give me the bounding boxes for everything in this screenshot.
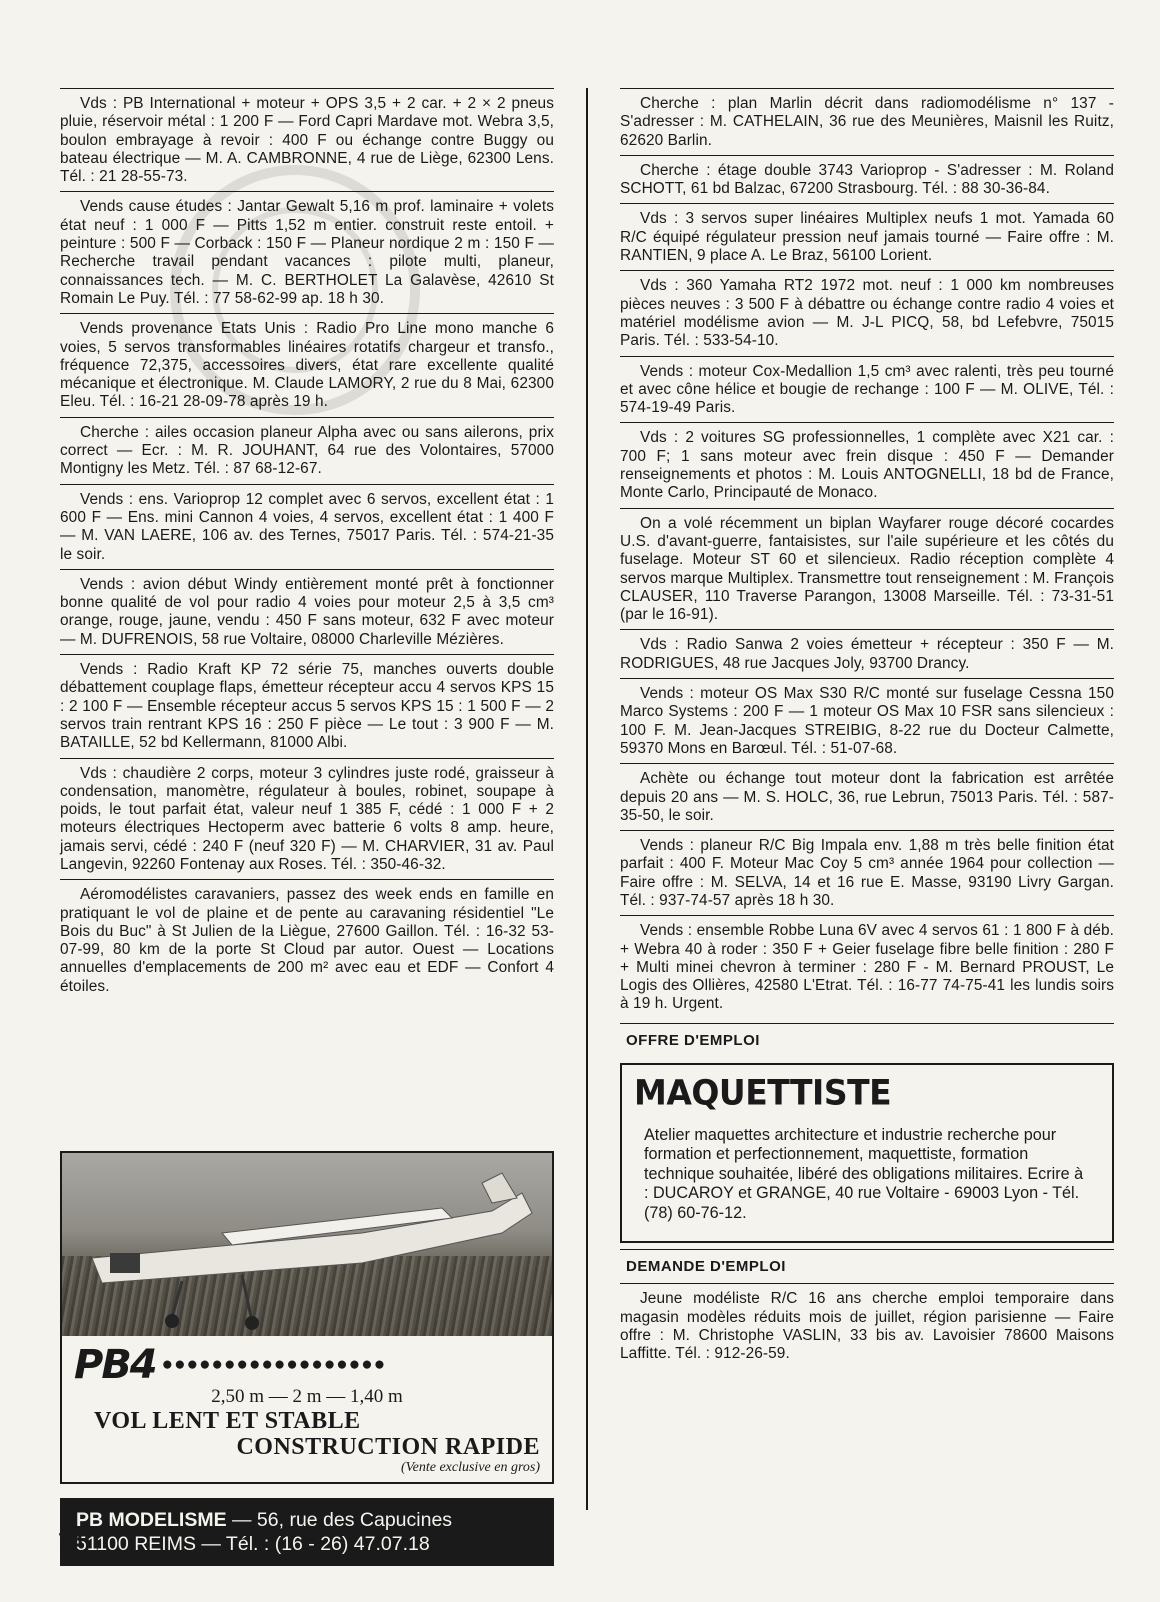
classified-ad: Vends provenance Etats Unis : Radio Pro Line mono manche 6 voies, 5 servos transformables linéaires rotatifs chargeur et transfo., fréquence 72,375, accessoires divers, état rare excellente qualité mécanique et électronique. M. Claude LAMORY, 2 rue du 8 Mai, 62300 Eleu. Tél. : 16-21 28-09-78 après 19 h.	[60, 313, 554, 416]
right-column	[620, 88, 1114, 1368]
classified-ad: Vends : moteur Cox-Medallion 1,5 cm³ avec ralenti, très peu tourné et avec cône hélice et bougie de rechange : 100 F — M. OLIVE, Tél. : 574-19-49 Paris.	[620, 356, 1114, 423]
pb4-slogan-2: CONSTRUCTION RAPIDE	[236, 1434, 540, 1460]
classified-ad: Vends : moteur OS Max S30 R/C monté sur fuselage Cessna 150 Marco Systems : 200 F — 1 moteur OS Max 10 FSR sans silencieux : 100 F. M. Jean-Jacques STREIBIG, 8-22 rue du Docteur Calmette, 59370 Mons en Barœul. Tél. : 51-07-68.	[620, 678, 1114, 763]
classified-ad: Achète ou échange tout moteur dont la fabrication est arrêtée depuis 20 ans — M. S. HOLC, 36, rue Lebrun, 75013 Paris. Tél. : 587-35-50, le soir.	[620, 763, 1114, 830]
classified-ad: Cherche : ailes occasion planeur Alpha avec ou sans ailerons, prix correct — Ecr. : M. R. JOUHANT, 64 rue des Volontaires, 57000 Montigny les Metz. Tél. : 87 68-12-67.	[60, 417, 554, 484]
pb4-dimensions: 2,50 m — 2 m — 1,40 m	[211, 1386, 403, 1407]
classified-ad: Vends : ens. Varioprop 12 complet avec 6 servos, excellent état : 1 600 F — Ens. mini Cannon 4 voies, 4 servos, excellent état : 1 400 F — M. VAN LAERE, 106 av. des Ternes, 75017 Paris. Tél. : 574-21-35 le soir.	[60, 484, 554, 569]
classified-ad: Vends : Radio Kraft KP 72 série 75, manches ouverts double débattement couplage flaps, émetteur récepteur accu 4 servos KPS 15 : 2 100 F — Ensemble récepteur accus 5 servos KPS 15 : 1 500 F — 2 servos train rentrant KPS 16 : 250 F pièce — Le tout : 3 900 F — M. BATAILLE, 52 bd Kellermann, 81000 Albi.	[60, 654, 554, 757]
airplane-illustration	[62, 1153, 552, 1336]
pb4-logo: PB4	[74, 1342, 156, 1388]
shop-line-2: 51100 REIMS — Tél. : (16 - 26) 47.07.18	[76, 1533, 430, 1555]
offre-title: MAQUETTISTE	[634, 1071, 892, 1113]
left-column	[60, 88, 554, 1001]
offre-heading: OFFRE D'EMPLOI	[620, 1023, 1114, 1057]
pb4-vente: (Vente exclusive en gros)	[400, 1460, 540, 1475]
offre-box	[620, 1063, 1114, 1244]
pb4-slogan-1: VOL LENT ET STABLE	[94, 1408, 361, 1434]
column-divider	[586, 88, 588, 1510]
classified-ad: On a volé récemment un biplan Wayfarer rouge décoré cocardes U.S. d'avant-guerre, fantaisistes, sur l'aile supérieure et les côtés du fuselage. Moteur ST 60 et silencieux. Radio réception complète 4 servos marque Multiplex. Transmettre tout renseignement : M. François CLAUSER, 110 Traverse Parangon, 13008 Marseille. Tél. : 73-31-51 (par le 16-91).	[620, 508, 1114, 630]
offre-body: Atelier maquettes architecture et industrie recherche pour formation et perfectionnement, maquettiste, formation technique souhaitée, libéré des obligations militaires. Ecrire à : DUCAROY et GRANGE, 40 rue Voltaire - 69003 Lyon - Tél. (78) 60-76-12.	[644, 1125, 1084, 1222]
demande-heading: DEMANDE D'EMPLOI	[620, 1249, 1114, 1283]
classified-ad: Vds : 2 voitures SG professionnelles, 1 complète avec X21 car. : 700 F; 1 sans moteur avec frein disque : 450 F — Demander renseignements et photos : M. Louis ANTOGNELLI, 18 bd de France, Monte Carlo, Principauté de Monaco.	[620, 422, 1114, 507]
classified-ad: Vends cause études : Jantar Gewalt 5,16 m prof. laminaire + volets état neuf : 1 000 F — Pitts 1,52 m entier. construit reste entoil. + peinture : 500 F — Corback : 150 F — Planeur nordique 2 m : 150 F — Recherche travail pendant vacances : pilote multi, planeur, connaissances tech. — M. C. BERTHOLET La Galavèse, 42610 St Romain Le Puy. Tél. : 77 58-62-99 ap. 18 h 30.	[60, 191, 554, 313]
airplane-photo	[60, 1151, 554, 1336]
classified-ad: Vds : 360 Yamaha RT2 1972 mot. neuf : 1 000 km nombreuses pièces neuves : 3 500 F à débattre ou échange contre radio 4 voies et matériel modélisme avion — M. J-L PICQ, 58, bd Lefebvre, 75015 Paris. Tél. : 533-54-10.	[620, 270, 1114, 355]
classified-ad: Vds : Radio Sanwa 2 voies émetteur + récepteur : 350 F — M. RODRIGUES, 48 rue Jacques Joly, 93700 Drancy.	[620, 629, 1114, 678]
pb-modelisme-bar	[60, 1498, 554, 1566]
classified-ad: Vends : avion début Windy entièrement monté prêt à fonctionner bonne qualité de vol pour radio 4 voies pour moteur 2,5 à 3,5 cm³ orange, rouge, jaune, vendu : 450 F sans moteur, 632 F avec moteur — M. DUFRENOIS, 58 rue Voltaire, 08000 Charleville Mézières.	[60, 569, 554, 654]
classified-ad: Vds : PB International + moteur + OPS 3,5 + 2 car. + 2 × 2 pneus pluie, réservoir métal : 1 200 F — Ford Capri Mardave mot. Webra 3,5, boulon embrayage à revoir : 400 F ou échange contre Buggy ou bateau électrique — M. A. CAMBRONNE, 4 rue de Liège, 62300 Lens. Tél. : 21 28-55-73.	[60, 88, 554, 191]
classified-ad: Vends : planeur R/C Big Impala env. 1,88 m très belle finition état parfait : 400 F. Moteur Mac Coy 5 cm³ année 1964 pour collection — Faire offre : M. SELVA, 14 et 16 rue E. Masse, 93190 Livry Gargan. Tél. : 937-74-57 après 18 h 30.	[620, 830, 1114, 915]
shop-address: — 56, rue des Capucines	[226, 1509, 453, 1531]
demande-body: Jeune modéliste R/C 16 ans cherche emploi temporaire dans magasin modèles réduits mois de juillet, région parisienne — Faire offre : M. Christophe VASLIN, 33 bis av. Lavoisier 78600 Maisons Laffitte. Tél. : 912-26-59.	[620, 1283, 1114, 1368]
shop-name: PB MODELISME	[76, 1509, 227, 1531]
right-ads-list	[620, 88, 1114, 1019]
classified-ad: Vds : chaudière 2 corps, moteur 3 cylindres juste rodé, graisseur à condensation, manomètre, régulateur à boules, robinet, soupape à poids, le tout parfait état, valeur neuf 1 385 F, cédé : 1 000 F + 2 moteurs électriques Hectoperm avec batterie 6 volts 8 amp. heure, jamais servi, cédé : 240 F (neuf 320 F) — M. CHARVIER, 31 av. Paul Langevin, 92260 Fontenay aux Roses. Tél. : 350-46-32.	[60, 758, 554, 880]
classified-ad: Cherche : plan Marlin décrit dans radiomodélisme n° 137 - S'adresser : M. CATHELAIN, 36 rue des Meunières, Maisnil les Ruitz, 62620 Barlin.	[620, 88, 1114, 155]
classified-ad: Vds : 3 servos super linéaires Multiplex neufs 1 mot. Yamada 60 R/C équipé régulateur pression neuf jamais tourné — Faire offre : M. RANTIEN, 9 place A. Le Braz, 56100 Lorient.	[620, 203, 1114, 270]
pb4-dots: ●●●●●●●●●●●●●●●●●●	[161, 1354, 387, 1375]
pb4-textbox	[60, 1336, 554, 1484]
page-number: 78	[58, 1530, 84, 1551]
pb4-advertisement	[60, 1151, 554, 1566]
classified-ad: Vends : ensemble Robbe Luna 6V avec 4 servos 61 : 1 800 F à déb. + Webra 40 à roder : 350 F + Geier fuselage fibre belle finition : 280 F + Multi minei chevron à terminer : 280 F - M. Bernard PROUST, Le Logis des Ollières, 42580 L'Etrat. Tél. : 16-77 74-75-41 les lundis soirs à 19 h. Urgent.	[620, 915, 1114, 1018]
classified-ad: Aéromodélistes caravaniers, passez des week ends en famille en pratiquant le vol de plaine et de pente au caravaning résidentiel "Le Bois du Buc" à St Julien de la Liègue, 27600 Gaillon. Tél. : 16-32 53-07-99, 80 km de la porte St Cloud par autor. Ouest — Locations annuelles d'emplacements de 200 m² avec eau et EDF — Confort 4 étoiles.	[60, 879, 554, 1001]
classified-ad: Cherche : étage double 3743 Varioprop - S'adresser : M. Roland SCHOTT, 61 bd Balzac, 67200 Strasbourg. Tél. : 88 30-36-84.	[620, 155, 1114, 204]
